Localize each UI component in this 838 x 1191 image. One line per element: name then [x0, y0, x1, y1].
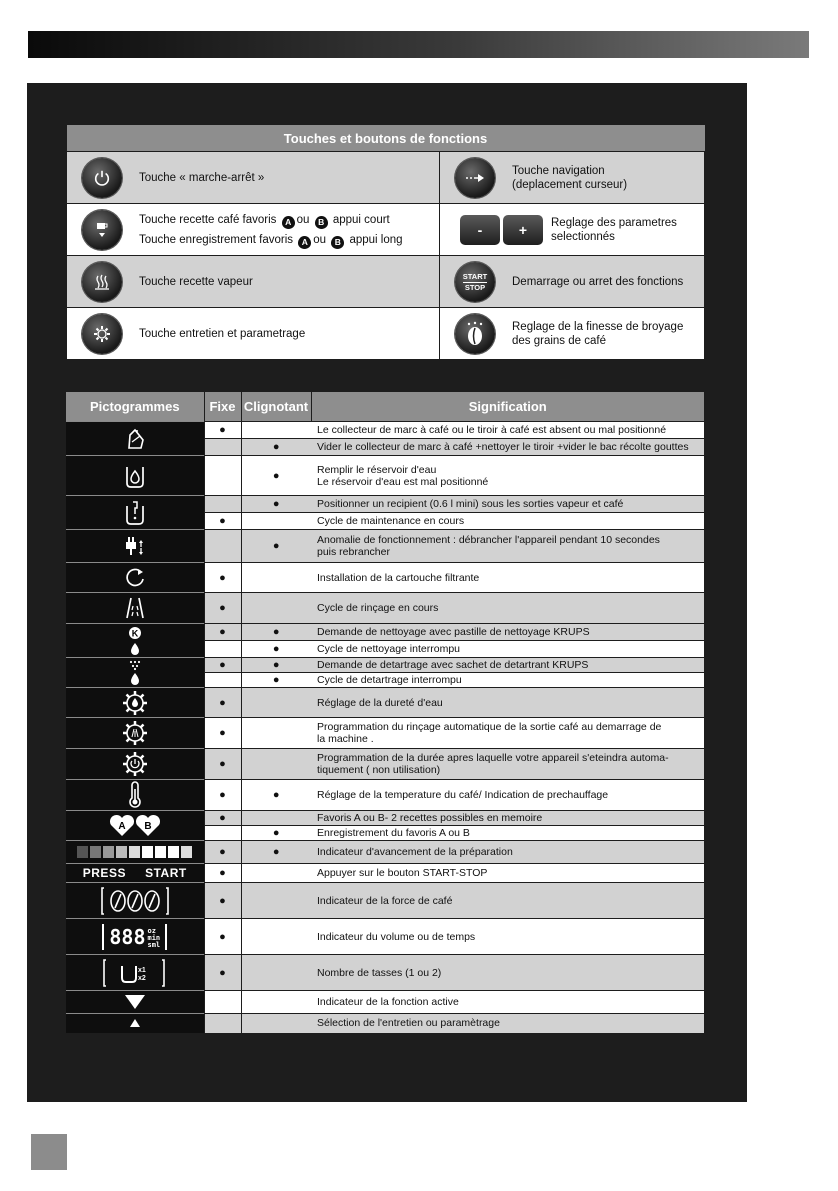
clignotant-indicator	[241, 919, 311, 955]
fixe-indicator: ●	[204, 955, 241, 991]
favorite-b-badge-icon: B	[315, 216, 328, 229]
functions-table-title: Touches et boutons de fonctions	[67, 125, 705, 152]
clignotant-indicator: ●	[241, 530, 311, 563]
x2-label: x2	[137, 974, 146, 982]
meaning-text: Appuyer sur le bouton START-STOP	[311, 864, 704, 883]
meaning-text: Remplir le réservoir d'eau Le réservoir d'eau est mal positionné	[311, 456, 704, 496]
favorite-a-badge-icon: A	[282, 216, 295, 229]
meaning-text: Cycle de nettoyage interrompu	[311, 641, 704, 658]
clignotant-indicator: ●	[241, 456, 311, 496]
clignotant-indicator	[241, 991, 311, 1014]
gear-icon[interactable]	[82, 314, 122, 354]
functions-table	[66, 125, 705, 360]
meaning-text: Indicateur d'avancement de la préparation	[311, 841, 704, 864]
fixe-indicator	[204, 673, 241, 688]
table-row	[66, 1014, 704, 1033]
meaning-text: Le collecteur de marc à café ou le tiroir à café est absent ou mal positionné	[311, 422, 704, 439]
unplug-icon	[66, 530, 204, 563]
pictograms-table	[66, 392, 704, 1033]
table-row	[66, 530, 704, 563]
fixe-indicator: ●	[204, 513, 241, 530]
clignotant-indicator	[241, 955, 311, 991]
clignotant-indicator	[241, 563, 311, 593]
clignotant-indicator	[241, 749, 311, 780]
fixe-indicator: ●	[204, 658, 241, 673]
meaning-text: Indicateur de la fonction active	[311, 991, 704, 1014]
table-row	[66, 780, 704, 811]
clignotant-indicator	[241, 883, 311, 919]
meaning-text: Installation de la cartouche filtrante	[311, 563, 704, 593]
meaning-text: Cycle de maintenance en cours	[311, 513, 704, 530]
clignotant-indicator	[241, 1014, 311, 1033]
coffee-strength-icon	[66, 883, 204, 919]
k-letter: K	[131, 628, 138, 638]
fixe-indicator	[204, 826, 241, 841]
clignotant-indicator	[241, 513, 311, 530]
volume-display-icon	[66, 919, 204, 955]
clignotant-indicator	[241, 718, 311, 749]
meaning-text: Demande de nettoyage avec pastille de nettoyage KRUPS	[311, 624, 704, 641]
favorite-button-label	[139, 210, 403, 250]
volume-digits	[102, 924, 167, 950]
table-row	[66, 919, 704, 955]
active-function-triangle-icon	[66, 991, 204, 1014]
auto-rinse-gear-icon	[66, 718, 204, 749]
fixe-indicator: ●	[204, 718, 241, 749]
fixe-indicator: ●	[204, 811, 241, 826]
fixe-indicator: ●	[204, 883, 241, 919]
fixe-indicator: ●	[204, 422, 241, 439]
cups-count-icon	[66, 955, 204, 991]
table-row	[66, 593, 704, 624]
fixe-indicator	[204, 439, 241, 456]
fixe-header: Fixe	[204, 392, 241, 422]
table-row	[67, 308, 705, 360]
clignotant-indicator: ●	[241, 658, 311, 673]
steam-button-label: Touche recette vapeur	[139, 275, 253, 288]
meaning-text: Demande de detartrage avec sachet de detartrant KRUPS	[311, 658, 704, 673]
meaning-text: Cycle de rinçage en cours	[311, 593, 704, 624]
water-tank-icon	[66, 456, 204, 496]
stop-label: STOP	[464, 282, 486, 292]
unit-min: min	[147, 933, 161, 942]
water-hardness-gear-icon	[66, 688, 204, 718]
parameter-adjust-label: Reglage des parametres selectionnés	[551, 216, 677, 243]
press-start-indicator	[66, 864, 204, 883]
meaning-text: Réglage de la temperature du café/ Indication de prechauffage	[311, 780, 704, 811]
rinse-icon	[66, 593, 204, 624]
clignotant-indicator: ●	[241, 641, 311, 658]
auto-off-gear-icon	[66, 749, 204, 780]
fixe-indicator	[204, 456, 241, 496]
table-row	[66, 563, 704, 593]
meaning-text: Sélection de l'entretien ou paramètrage	[311, 1014, 704, 1033]
fixe-indicator: ●	[204, 919, 241, 955]
press-start-text: PRESS START	[82, 865, 187, 880]
meaning-text: Programmation du rinçage automatique de la sortie café au demarrage de la machine .	[311, 718, 704, 749]
progress-bar-icon	[66, 841, 204, 864]
cleaning-tablet-icon	[66, 624, 204, 658]
x1-label: x1	[137, 966, 146, 974]
table-row	[66, 955, 704, 991]
table-row	[67, 152, 705, 204]
table-row	[66, 658, 704, 673]
table-row	[66, 749, 704, 780]
fixe-indicator: ●	[204, 749, 241, 780]
fixe-indicator: ●	[204, 780, 241, 811]
start-label: START	[462, 271, 488, 281]
fixe-indicator	[204, 496, 241, 513]
signification-header: Signification	[311, 392, 704, 422]
container-under-spout-icon	[66, 496, 204, 530]
clignotant-indicator: ●	[241, 780, 311, 811]
navigation-button-label: Touche navigation (deplacement curseur)	[512, 164, 628, 191]
minus-button[interactable]: -	[460, 215, 500, 245]
meaning-text: Favoris A ou B- 2 recettes possibles en memoire	[311, 811, 704, 826]
table-row	[67, 204, 705, 256]
meaning-text: Indicateur du volume ou de temps	[311, 919, 704, 955]
table-row	[66, 718, 704, 749]
clignotant-indicator: ●	[241, 496, 311, 513]
start-stop-description: Demarrage ou arret des fonctions	[512, 275, 684, 288]
fixe-indicator	[204, 530, 241, 563]
fixe-indicator: ●	[204, 841, 241, 864]
clignotant-indicator: ●	[241, 439, 311, 456]
table-row	[66, 841, 704, 864]
unit-oz: oz	[147, 926, 156, 935]
table-row	[66, 422, 704, 439]
meaning-text: Anomalie de fonctionnement : débrancher l'appareil pendant 10 secondes puis rebrancher	[311, 530, 704, 563]
clignotant-header: Clignotant	[241, 392, 311, 422]
maintenance-button-label: Touche entretien et parametrage	[139, 327, 306, 340]
clignotant-indicator	[241, 593, 311, 624]
descaling-icon	[66, 658, 204, 688]
table-row	[66, 991, 704, 1014]
digits-text: 888	[109, 924, 146, 949]
plus-button[interactable]: +	[503, 215, 543, 245]
fixe-indicator	[204, 1014, 241, 1033]
navigation-arrow-icon[interactable]	[455, 158, 495, 198]
clignotant-indicator	[241, 422, 311, 439]
meaning-text: Nombre de tasses (1 ou 2)	[311, 955, 704, 991]
table-row	[66, 496, 704, 513]
table-row	[66, 624, 704, 641]
maintenance-selection-triangle-icon	[66, 1014, 204, 1033]
clignotant-indicator: ●	[241, 673, 311, 688]
clignotant-indicator	[241, 688, 311, 718]
meaning-text: Indicateur de la force de café	[311, 883, 704, 919]
clignotant-indicator	[241, 811, 311, 826]
favorite-long-press-text: Touche enregistrement favoris	[139, 233, 294, 246]
grind-adjust-label: Reglage de la finesse de broyage des grains de café	[512, 320, 684, 347]
or-text: ou	[296, 213, 310, 226]
table-row	[66, 864, 704, 883]
favorite-short-press-text: Touche recette café favoris	[139, 213, 277, 226]
start-stop-button[interactable]	[455, 262, 495, 302]
clignotant-indicator: ●	[241, 624, 311, 641]
table-row	[66, 456, 704, 496]
page-number-box	[31, 1134, 67, 1170]
fixe-indicator: ●	[204, 593, 241, 624]
fixe-indicator: ●	[204, 624, 241, 641]
fixe-indicator: ●	[204, 864, 241, 883]
short-press-text: appui court	[332, 213, 390, 226]
thermometer-icon	[66, 780, 204, 811]
meaning-text: Vider le collecteur de marc à café +nettoyer le tiroir +vider le bac récolte gouttes	[311, 439, 704, 456]
filter-cartridge-icon	[66, 563, 204, 593]
meaning-text: Réglage de la dureté d'eau	[311, 688, 704, 718]
long-press-text: appui long	[349, 233, 403, 246]
favorite-b-badge-icon: B	[331, 236, 344, 249]
coffee-bean-grind-icon[interactable]	[455, 314, 495, 354]
fixe-indicator	[204, 641, 241, 658]
table-row	[66, 883, 704, 919]
table-row	[66, 811, 704, 826]
grounds-container-icon	[66, 422, 204, 456]
table-row	[66, 688, 704, 718]
favorite-b-letter: B	[144, 820, 152, 832]
meaning-text: Enregistrement du favoris A ou B	[311, 826, 704, 841]
clignotant-indicator: ●	[241, 841, 311, 864]
clignotant-indicator	[241, 864, 311, 883]
clignotant-indicator: ●	[241, 826, 311, 841]
plus-minus-buttons	[460, 215, 543, 245]
fixe-indicator: ●	[204, 563, 241, 593]
unit-sml: sml	[147, 940, 161, 949]
meaning-text: Programmation de la durée apres laquelle votre appareil s'eteindra automa- tiquement ( non utilisation)	[311, 749, 704, 780]
table-row	[67, 256, 705, 308]
steam-icon[interactable]	[82, 262, 122, 302]
pictogrammes-header: Pictogrammes	[66, 392, 204, 422]
favorite-a-letter: A	[118, 820, 126, 832]
favorite-recipe-icon[interactable]	[82, 210, 122, 250]
fixe-indicator: ●	[204, 688, 241, 718]
or-text: ou	[313, 233, 327, 246]
meaning-text: Cycle de detartrage interrompu	[311, 673, 704, 688]
meaning-text: Positionner un recipient (0.6 l mini) sous les sorties vapeur et café	[311, 496, 704, 513]
favorite-a-badge-icon: A	[298, 236, 311, 249]
header-bar	[28, 31, 809, 58]
power-button-label: Touche « marche-arrêt »	[139, 171, 265, 184]
fixe-indicator	[204, 991, 241, 1014]
favorites-ab-icon	[66, 811, 204, 841]
power-icon[interactable]	[82, 158, 122, 198]
